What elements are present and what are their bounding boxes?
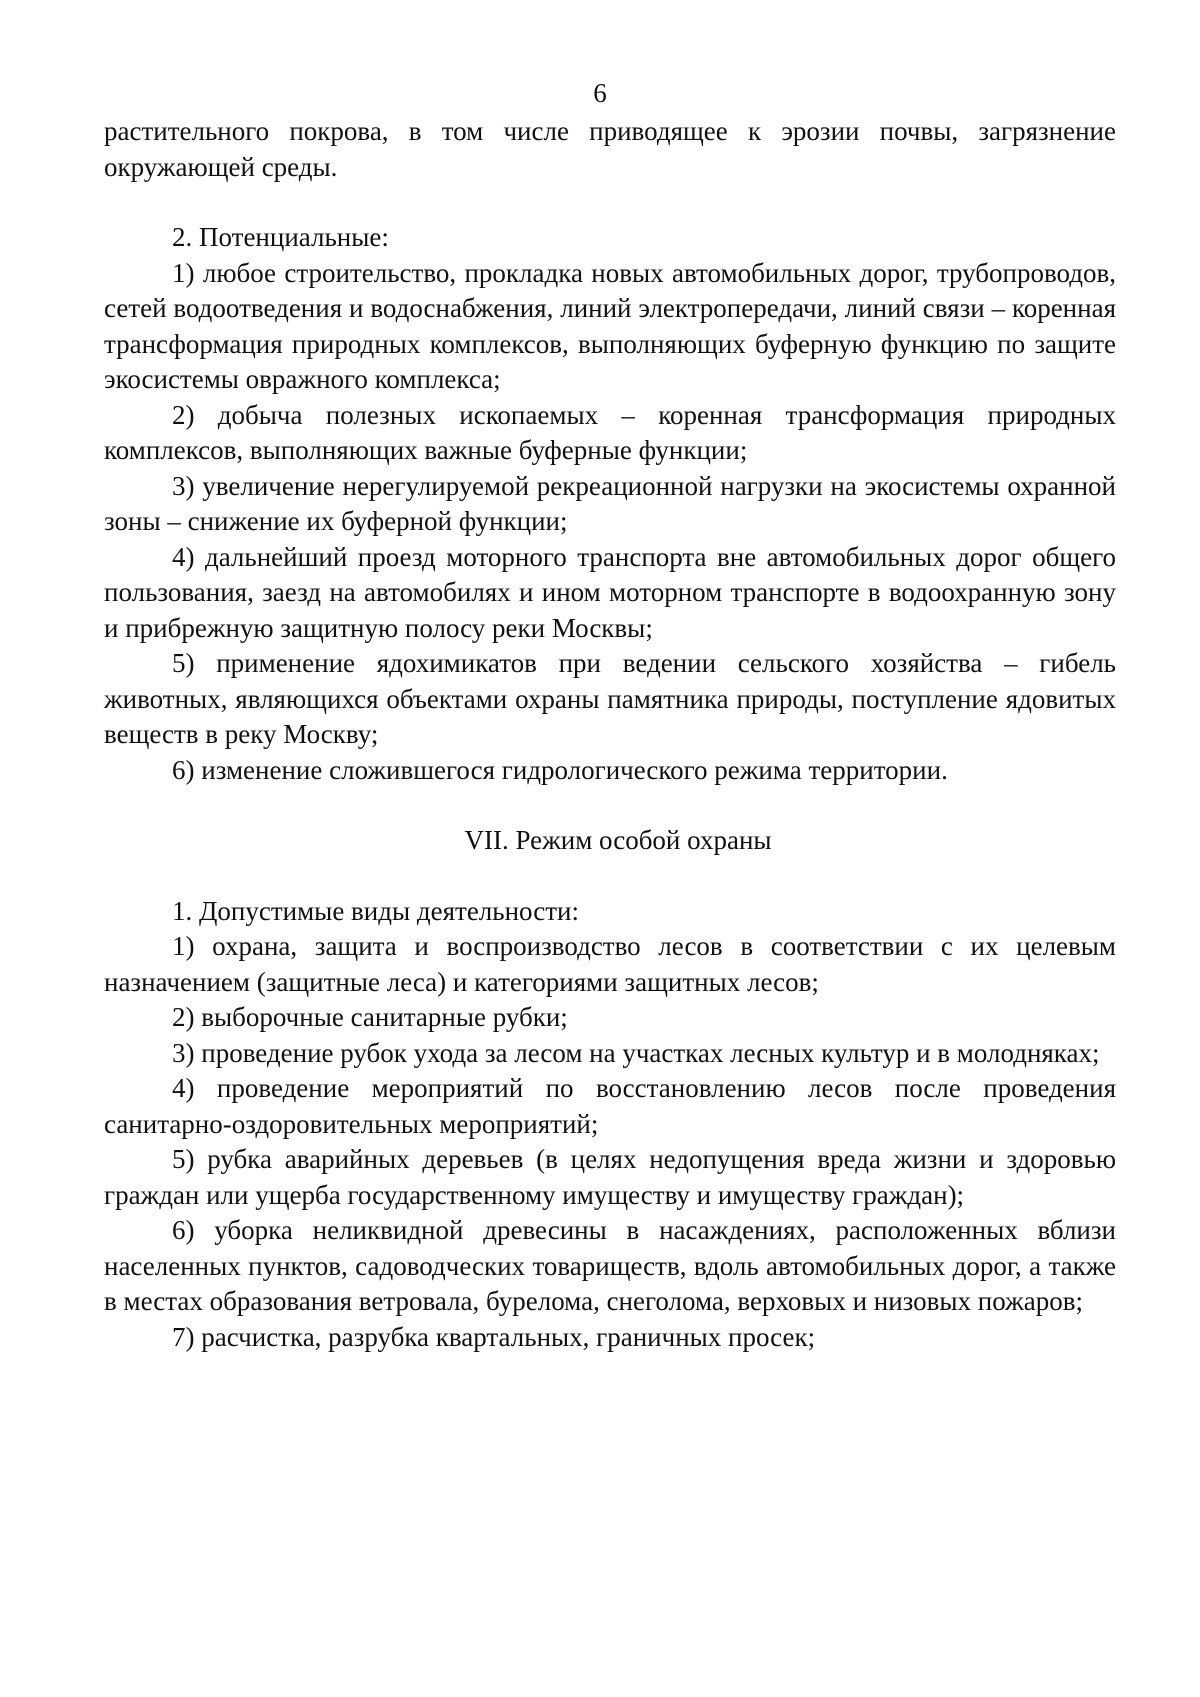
list-item: 6) уборка неликвидной древесины в насаждениях, расположенных вблизи населенных пунктов, садоводческих товариществ, вдоль автомобильных дорог, а также в местах образования ветровала, бурелома, снеголома, верховых и низовых пожаров; [104,1215,1116,1316]
paragraph-continuation: растительного покрова, в том числе приводящее к эрозии почвы, загрязнение окружающей среды. [104,116,1116,182]
paragraph-gap [104,788,1116,823]
section-title: VII. Режим особой охраны [464,825,772,855]
subsection-heading-potential: 2. Потенциальные: [172,222,389,252]
list-item: 2) выборочные санитарные рубки; [172,1002,568,1032]
list-item: 5) рубка аварийных деревьев (в целях недопущения вреда жизни и здоровью граждан или ущерба государственному имуществу и имуществу граждан); [104,1144,1116,1210]
list-item: 7) расчистка, разрубка квартальных, граничных просек; [172,1321,816,1352]
list-item: 2) добыча полезных ископаемых – коренная трансформация природных комплексов, выполняющих важные буферные функции; [104,399,1116,465]
subsection-heading-allowed: 1. Допустимые виды деятельности: [172,895,579,926]
document-body [104,114,1116,1355]
list-item: 1) любое строительство, прокладка новых автомобильных дорог, трубопроводов, сетей водоотведения и водоснабжения, линий электропередачи, линий связи – коренная трансформация природных комплексов, выполняющих буферную функцию по защите экосистемы овражного комплекса; [104,257,1116,394]
paragraph-gap [104,859,1116,894]
list-item: 3) проведение рубок ухода за лесом на участках лесных культур и в молодняках; [172,1037,1100,1068]
list-item: 4) дальнейший проезд моторного транспорта вне автомобильных дорог общего пользования, заезд на автомобилях и ином моторном транспорте в водоохранную зону и прибрежную защитную полосу реки Москвы; [104,541,1116,643]
page-number: 6 [593,78,607,108]
list-item: 1) охрана, защита и воспроизводство лесов в соответствии с их целевым назначением (защитные леса) и категориями защитных лесов; [104,931,1116,997]
list-item: 6) изменение сложившегося гидрологического режима территории. [172,754,948,785]
list-item: 3) увеличение нерегулируемой рекреационной нагрузки на экосистемы охранной зоны – снижение их буферной функции; [104,470,1116,536]
paragraph-gap [104,185,1116,220]
list-item: 5) применение ядохимикатов при ведении сельского хозяйства – гибель животных, являющихся объектами охраны памятника природы, поступление ядовитых веществ в реку Москву; [104,648,1116,749]
list-item: 4) проведение мероприятий по восстановлению лесов после проведения санитарно-оздоровительных мероприятий; [104,1073,1116,1139]
